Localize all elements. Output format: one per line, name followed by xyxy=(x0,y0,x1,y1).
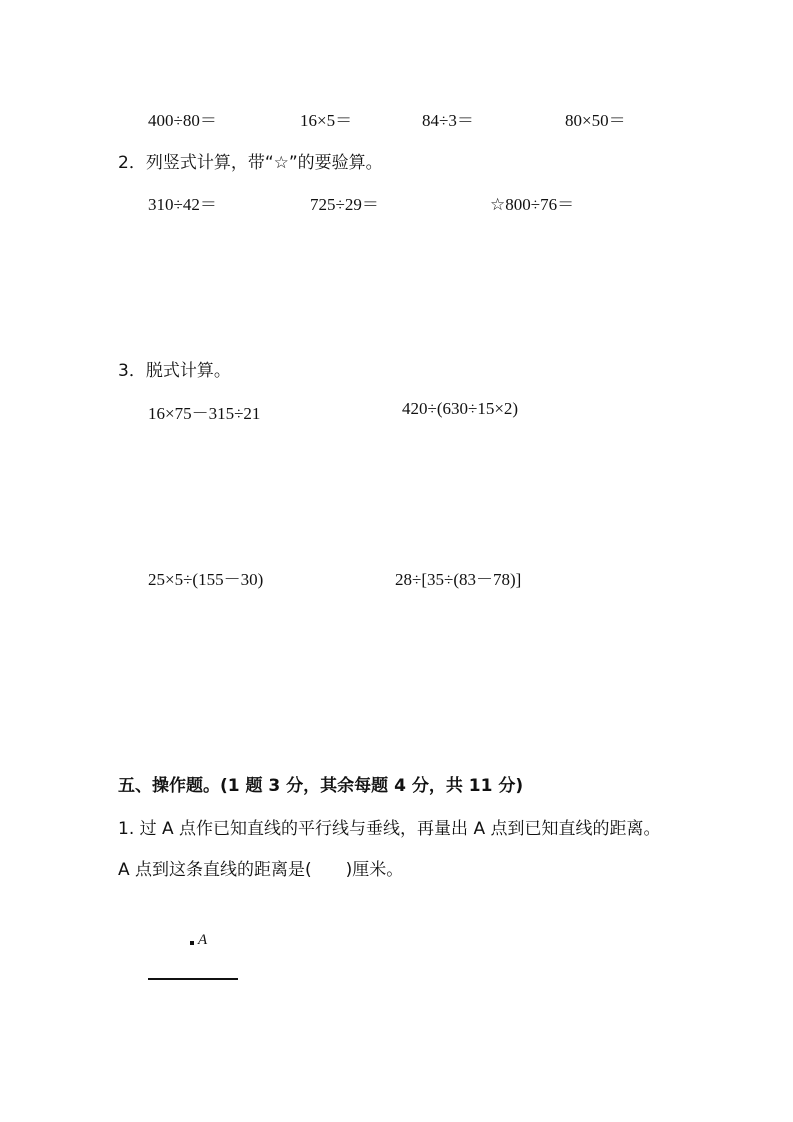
vertical-calc-item-2: 725÷29＝ xyxy=(310,195,379,214)
given-line xyxy=(148,978,238,980)
point-a-dot xyxy=(190,941,194,945)
section5-q1-text: 1. 过 A 点作已知直线的平行线与垂线，再量出 A 点到已知直线的距离。 xyxy=(118,819,661,839)
step-calc-item-1: 16×75－315÷21 xyxy=(148,404,261,423)
section5-q1-answer-line: A 点到这条直线的距离是( )厘米。 xyxy=(118,860,404,880)
vertical-calc-title: 2．列竖式计算，带“☆”的要验算。 xyxy=(118,153,383,173)
step-calc-item-2: 420÷(630÷15×2) xyxy=(402,399,519,418)
section5-heading: 五、操作题。(1 题 3 分，其余每题 4 分，共 11 分) xyxy=(118,776,524,796)
vertical-calc-item-1: 310÷42＝ xyxy=(148,195,217,214)
oral-calc-item-2: 16×5＝ xyxy=(300,111,353,130)
step-calc-item-4: 28÷[35÷(83－78)] xyxy=(395,570,522,589)
vertical-calc-item-3: ☆800÷76＝ xyxy=(490,195,575,214)
step-calc-item-3: 25×5÷(155－30) xyxy=(148,570,264,589)
oral-calc-item-3: 84÷3＝ xyxy=(422,111,474,130)
oral-calc-item-4: 80×50＝ xyxy=(565,111,626,130)
oral-calc-item-1: 400÷80＝ xyxy=(148,111,217,130)
point-a-label: A xyxy=(198,932,208,948)
step-calc-title: 3．脱式计算。 xyxy=(118,361,231,381)
